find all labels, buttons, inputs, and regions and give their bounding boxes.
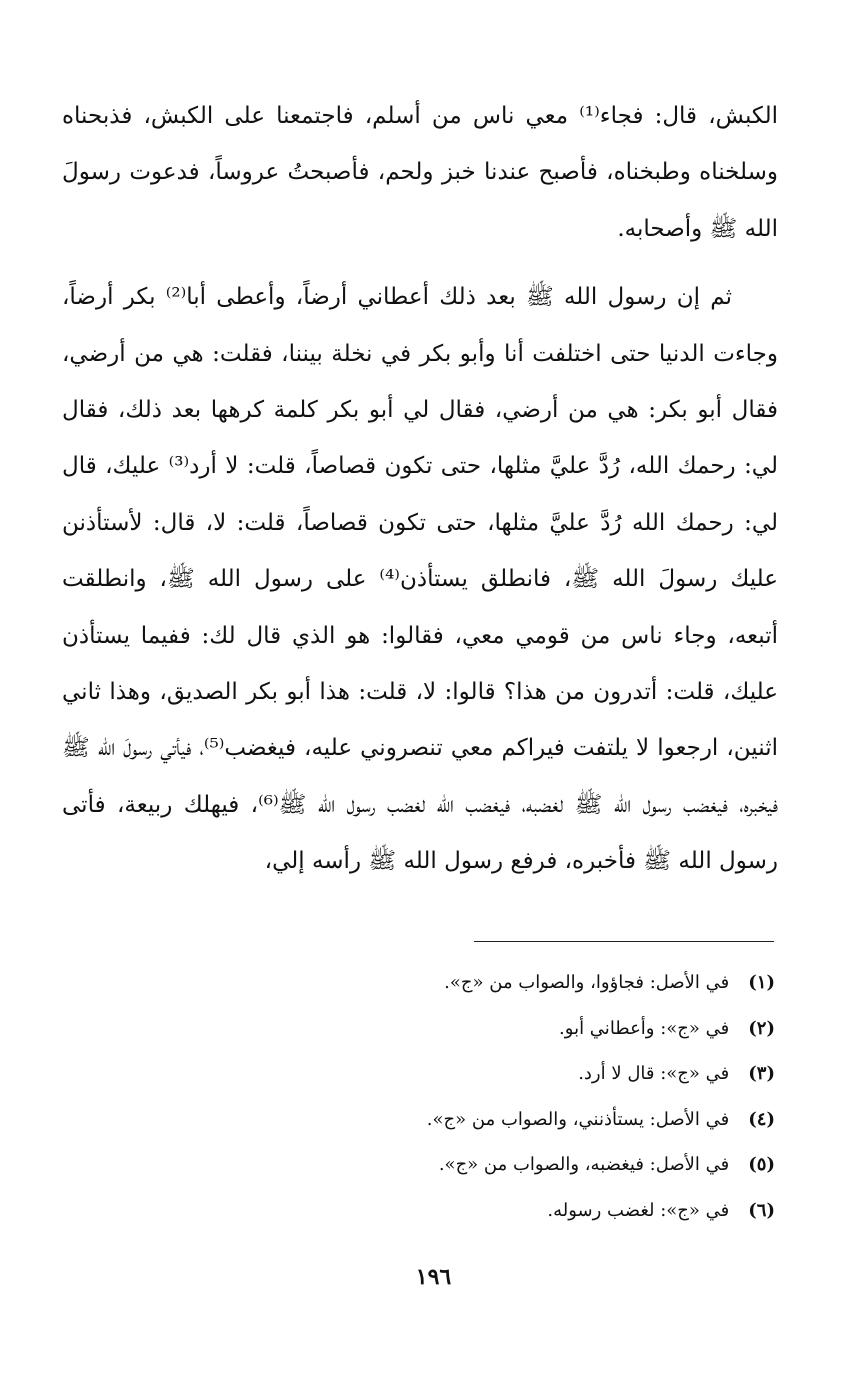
footnote-item bbox=[155, 1142, 775, 1188]
footnote-text: في «ج»: وأعطاني أبو. bbox=[559, 1017, 730, 1039]
footnote-item bbox=[155, 1188, 775, 1234]
footnote-item bbox=[155, 1097, 775, 1143]
footnote-number: (٤) bbox=[748, 1108, 775, 1130]
footnote-number: (٥) bbox=[748, 1154, 775, 1176]
footnote-item bbox=[155, 1051, 775, 1097]
footnote-number: (١) bbox=[748, 972, 775, 993]
footnotes-list bbox=[155, 960, 775, 1234]
footnote-text: في «ج»: لغضب رسوله. bbox=[547, 1199, 730, 1221]
footnote-item bbox=[155, 960, 775, 1006]
footnote-item bbox=[155, 1006, 775, 1052]
footnote-separator bbox=[474, 941, 774, 942]
page-number: ١٩٦ bbox=[415, 1264, 452, 1290]
footnote-text: في «ج»: قال لا أرد. bbox=[578, 1063, 730, 1085]
paragraph-2: ثم إن رسول الله ﷺ بعد ذلك أعطاني أرضاً، وأعطى أبا⁽²⁾ بكر أرضاً، وجاءت الدنيا حتى اختلفت أنا وأبو بكر في نخلة بيننا، فقلت: هي من أرضي، فقال أبو بكر: هي من أرضي، فقال لي أبو بكر كلمة كرهها بعد ذلك، فقال لي: رحمك الله، رُدَّ عليَّ مثلها، حتى تكون قصاصاً، قلت: لا أرد⁽³⁾ عليك، قال لي: رحمك الله رُدَّ عليَّ مثلها، حتى تكون قصاصاً، قلت: لا، قال: لأستأذنن عليك رسولَ الله ﷺ، فانطلق يستأذن⁽⁴⁾ على رسول الله ﷺ، وانطلقت أتبعه، وجاء ناس من قومي معي، فقالوا: هو الذي قال لك: ففيما يستأذن عليك، قلت: أتدرون من هذا؟ قالوا: لا، قلت: هذا أبو بكر الصديق، وهذا ثاني اثنين، ارجعوا لا يلتفت فيراكم معي تنصروني عليه، فيغضب⁽⁵⁾، فيأتي رسولَ الله ﷺ فيخبره، فيغضب رسول الله ﷺ لغضبه، فيغضب الله لغضب رسول الله ﷺ⁽⁶⁾، فيهلك ربيعة، فأتى رسول الله ﷺ فأخبره، فرفع رسول الله ﷺ رأسه إلي، bbox=[62, 284, 779, 875]
footnote-text: في الأصل: فجاؤوا، والصواب من «ج». bbox=[444, 972, 730, 993]
main-text bbox=[62, 88, 778, 890]
paragraph-1: الكبش، قال: فجاء⁽¹⁾ معي ناس من أسلم، فاجتمعنا على الكبش، فذبحناه وسلخناه وطبخناه، فأصبح عندنا خبز ولحم، فأصبحتُ عروساً، فدعوت رسولَ الله ﷺ وأصحابه. bbox=[62, 103, 778, 242]
footnote-number: (٦) bbox=[748, 1199, 775, 1221]
footnote-number: (٢) bbox=[748, 1017, 775, 1039]
footnote-text: في الأصل: يستأذنني، والصواب من «ج». bbox=[426, 1108, 730, 1130]
footnote-number: (٣) bbox=[748, 1063, 775, 1085]
footnote-text: في الأصل: فيغضبه، والصواب من «ج». bbox=[438, 1154, 730, 1176]
